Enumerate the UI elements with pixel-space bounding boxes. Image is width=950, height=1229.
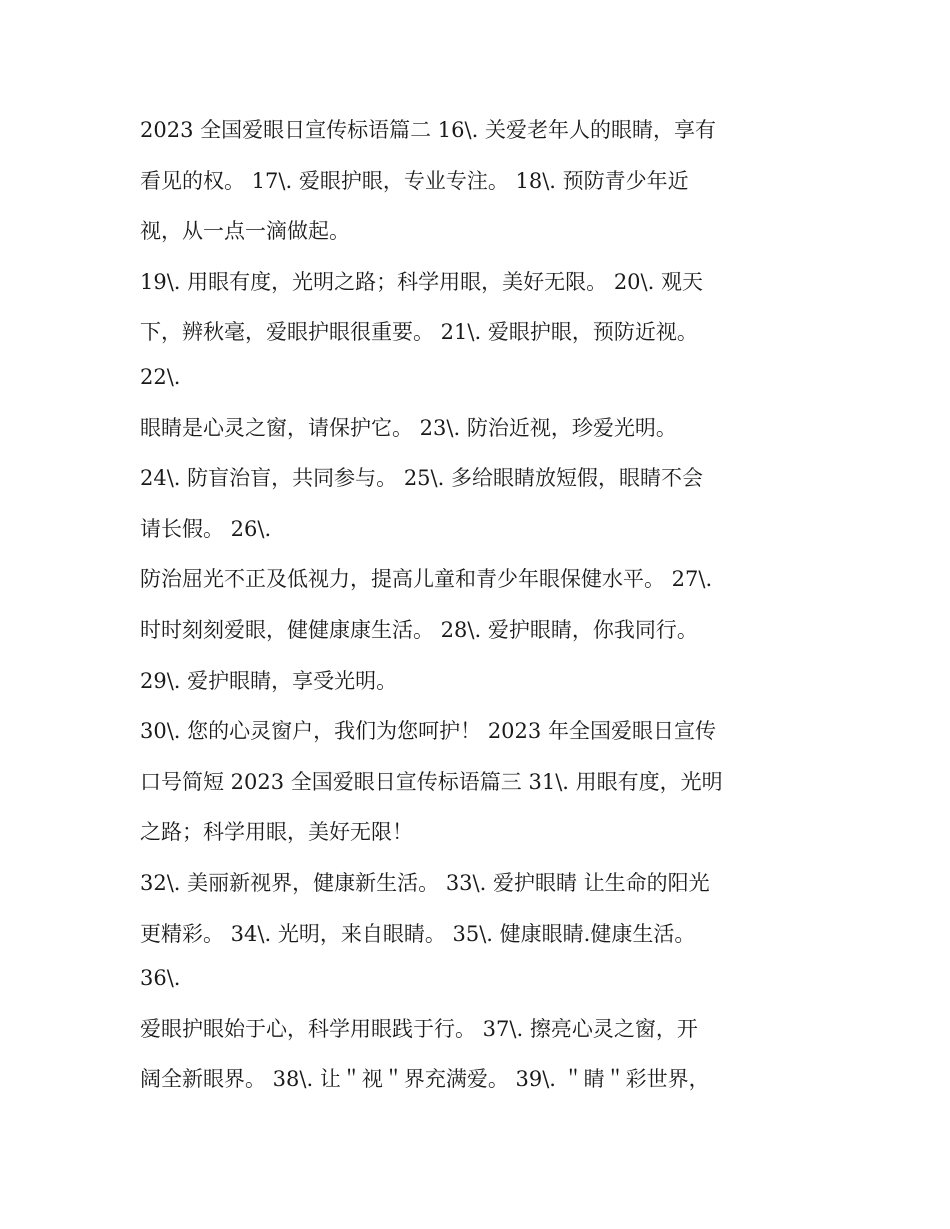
- text-line: 口号简短 2023 全国爱眼日宣传标语篇三 31\. 用眼有度，光明: [140, 769, 723, 794]
- text-line: 之路；科学用眼，美好无限！: [140, 820, 413, 845]
- text-line: 29\. 爱护眼睛，享受光明。: [140, 668, 398, 693]
- text-line: 32\. 美丽新视界，健康新生活。 33\. 爱护眼睛 让生命的阳光: [140, 870, 710, 895]
- text-line: 请长假。 26\.: [140, 516, 272, 541]
- text-line: 时时刻刻爱眼，健健康康生活。 28\. 爱护眼睛，你我同行。: [140, 617, 698, 642]
- text-line: 22\.: [140, 364, 181, 389]
- text-line: 24\. 防盲治盲，共同参与。 25\. 多给眼睛放短假，眼睛不会: [140, 466, 703, 491]
- text-line: 视，从一点一滴做起。: [140, 219, 350, 244]
- text-line: 更精彩。 34\. 光明，来自眼睛。 35\. 健康眼睛.健康生活。: [140, 921, 696, 946]
- text-line: 眼睛是心灵之窗，请保护它。 23\. 防治近视，珍爱光明。: [140, 415, 677, 440]
- text-line: 爱眼护眼始于心，科学用眼践于行。 37\. 擦亮心灵之窗，开: [140, 1016, 698, 1041]
- text-line: 2023 全国爱眼日宣传标语篇二 16\. 关爱老年人的眼睛，享有: [140, 118, 716, 142]
- text-line: 下，辨秋毫，爱眼护眼很重要。 21\. 爱眼护眼，预防近视。: [140, 320, 698, 345]
- text-line: 36\.: [140, 966, 181, 991]
- text-line: 看见的权。 17\. 爱眼护眼，专业专注。 18\. 预防青少年近: [140, 168, 689, 193]
- text-line: 30\. 您的心灵窗户，我们为您呵护！ 2023 年全国爱眼日宣传: [140, 719, 716, 744]
- text-line: 防治屈光不正及低视力，提高儿童和青少年眼保健水平。 27\.: [140, 567, 713, 592]
- text-line: 阔全新眼界。 38\. 让＂视＂界充满爱。 39\. ＂睛＂彩世界，: [140, 1067, 710, 1092]
- document-body: [140, 108, 820, 1108]
- text-line: 19\. 用眼有度，光明之路；科学用眼，美好无限。 20\. 观天: [140, 269, 703, 294]
